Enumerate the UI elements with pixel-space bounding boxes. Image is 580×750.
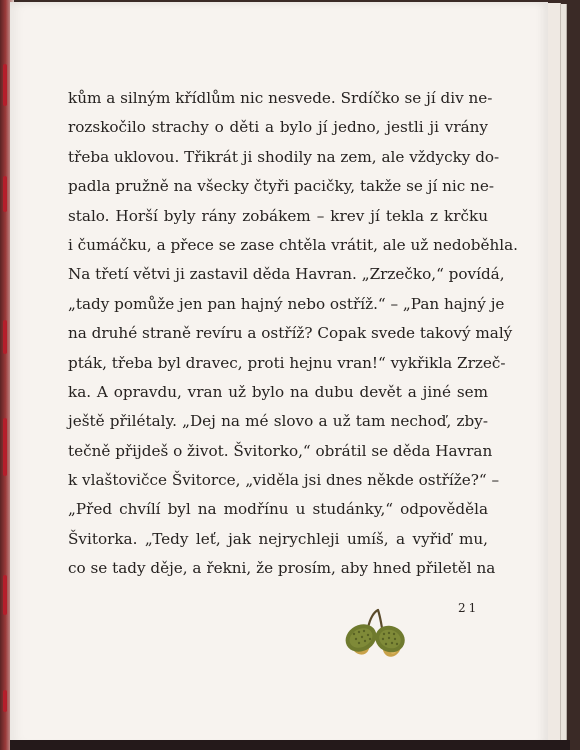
text-line: rozskočilo strachy o děti a bylo jí jedno, jestli ji vrány	[68, 118, 488, 137]
text-line: pták, třeba byl dravec, proti hejnu vran!“ vykřikla Zrzeč-	[68, 353, 506, 372]
body-text	[68, 84, 518, 584]
acorns-icon	[334, 606, 418, 662]
page-bottom-shadow	[10, 740, 570, 750]
text-line: třeba uklovou. Třikrát ji shodily na zem, ale vždycky do-	[68, 147, 500, 166]
text-line: co se tady děje, a řekni, že prosím, aby hned přiletěl na	[68, 559, 496, 578]
red-edge-mark	[3, 176, 7, 212]
text-line: na druhé straně revíru a ostříž? Copak svede takový malý	[68, 324, 513, 343]
text-line: k vlaštovičce Švitorce, „viděla jsi dnes někde ostříže?“ –	[68, 471, 500, 490]
text-line: Na třetí větvi ji zastavil děda Havran. „Zrzečko,“ povídá,	[68, 265, 505, 284]
text-line: ještě přilétaly. „Dej na mé slovo a už tam nechoď, zby-	[68, 412, 488, 431]
red-edge-mark	[3, 418, 7, 476]
text-line: Švitorka. „Tedy leť, jak nejrychleji umíš, a vyřiď mu,	[68, 529, 488, 548]
red-edge-mark	[3, 690, 7, 712]
red-edge-mark	[3, 575, 7, 615]
text-line: i čumáčku, a přece se zase chtěla vrátit, ale už nedoběhla.	[68, 235, 518, 254]
text-line: stalo. Horší byly rány zobákem – krev jí tekla z krčku	[68, 206, 488, 225]
text-line: ka. A opravdu, vran už bylo na dubu devět a jiné sem	[68, 382, 488, 401]
book-page	[10, 2, 548, 746]
page-number: 21	[458, 601, 480, 615]
text-line: „tady pomůže jen pan hajný nebo ostříž.“ – „Pan hajný je	[68, 294, 505, 313]
text-line: tečně přijdeš o život. Švitorko,“ obrátil se děda Havran	[68, 441, 493, 460]
red-edge-mark	[3, 64, 7, 106]
text-line: kům a silným křídlům nic nesvede. Srdíčko se jí div ne-	[68, 89, 493, 107]
text-line: „Před chvílí byl na modřínu u studánky,“ odpověděla	[68, 500, 488, 519]
text-line: padla pružně na všecky čtyři pacičky, takže se jí nic ne-	[68, 177, 494, 196]
red-edge-mark	[3, 320, 7, 354]
